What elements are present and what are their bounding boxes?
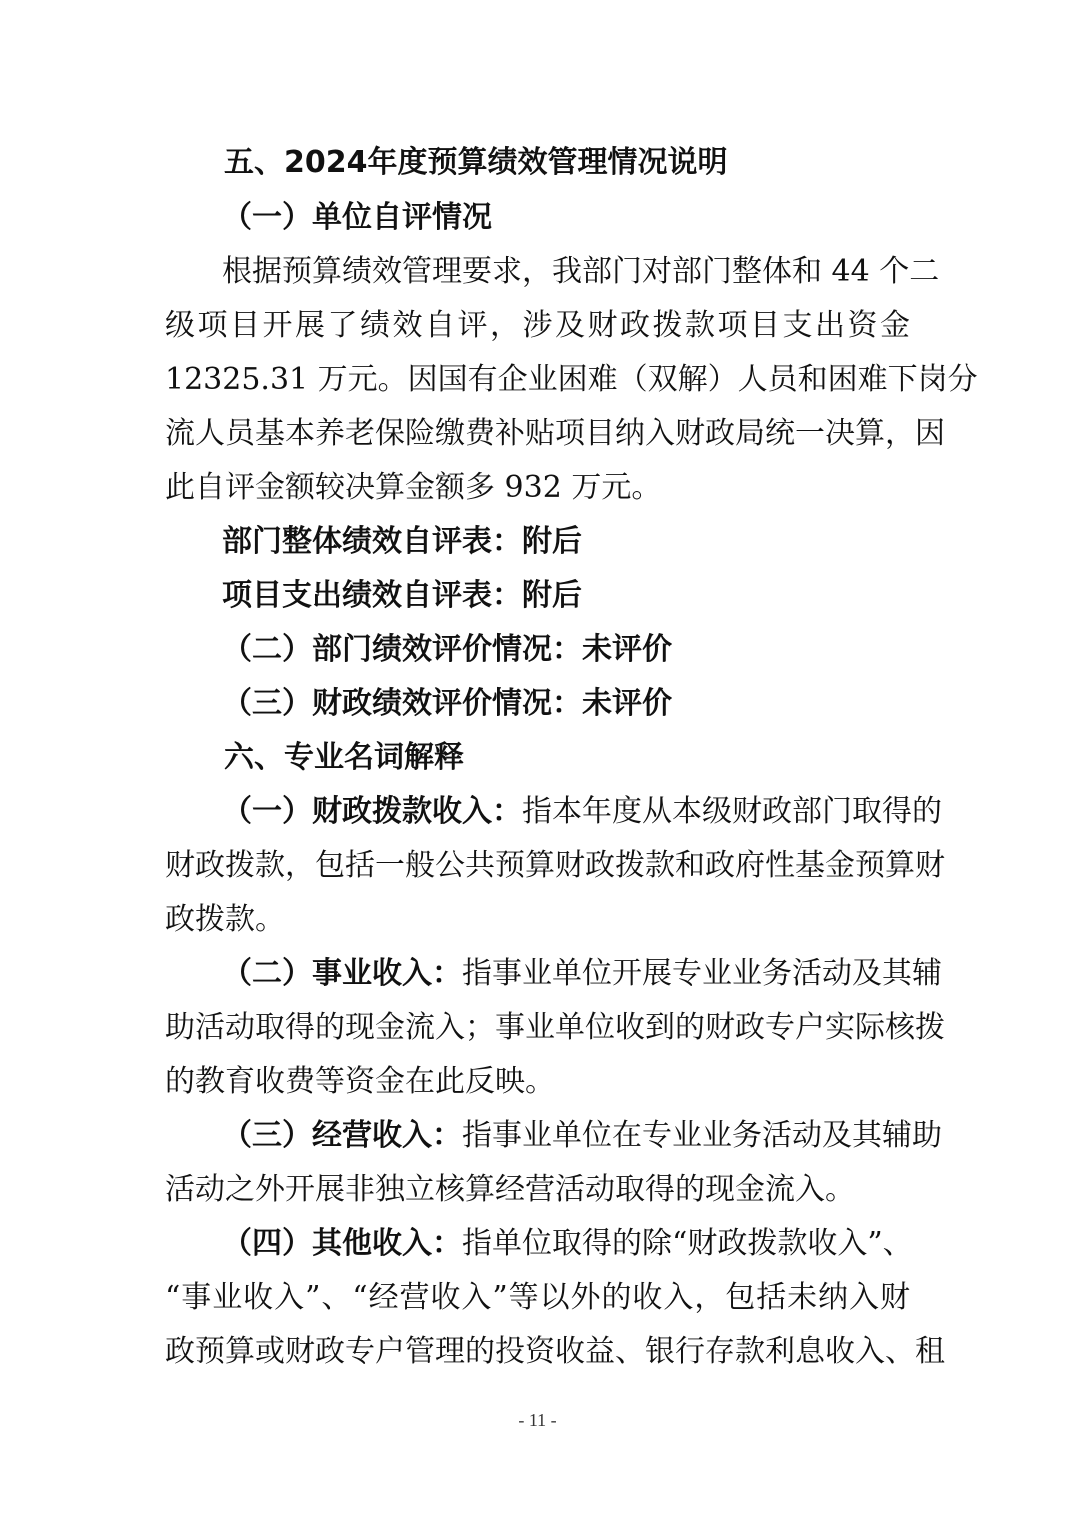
- definition-term: （四）其他收入：: [222, 1226, 462, 1261]
- definition-line: 财政拨款，包括一般公共预算财政拨款和政府性基金预算财: [165, 848, 945, 883]
- definition-text: 指事业单位在专业业务活动及其辅助: [462, 1118, 942, 1153]
- paragraph-line: 根据预算绩效管理要求，我部门对部门整体和 44 个二: [222, 254, 940, 289]
- definition-term: （二）事业收入：: [222, 956, 462, 991]
- definition-text: 指本年度从本级财政部门取得的: [522, 794, 942, 829]
- paragraph-line: 流人员基本养老保险缴费补贴项目纳入财政局统一决算，因: [165, 416, 945, 451]
- paragraph-line: 此自评金额较决算金额多 932 万元。: [165, 470, 662, 505]
- definition-text: 指事业单位开展专业业务活动及其辅: [462, 956, 942, 991]
- paragraph-line: 级项目开展了绩效自评，涉及财政拨款项目支出资金: [165, 308, 910, 343]
- subheading-dept-evaluation: （二）部门绩效评价情况：未评价: [222, 632, 672, 667]
- definition-first-line: [222, 1116, 942, 1156]
- section-heading-6: 六、专业名词解释: [224, 740, 464, 775]
- definition-first-line: [222, 792, 942, 832]
- section-heading-5: 五、2024年度预算绩效管理情况说明: [224, 145, 728, 180]
- project-expenditure-table-note: 项目支出绩效自评表：附后: [222, 578, 582, 613]
- subheading-fiscal-evaluation: （三）财政绩效评价情况：未评价: [222, 686, 672, 721]
- page-number: - 11 -: [518, 1410, 557, 1430]
- definition-line: “事业收入”、“经营收入”等以外的收入，包括未纳入财: [165, 1280, 910, 1315]
- dept-overall-table-note: 部门整体绩效自评表：附后: [222, 524, 582, 559]
- definition-line: 活动之外开展非独立核算经营活动取得的现金流入。: [165, 1172, 855, 1207]
- definition-text: 指单位取得的除“财政拨款收入”、: [462, 1226, 913, 1261]
- definition-term: （三）经营收入：: [222, 1118, 462, 1153]
- definition-first-line: [222, 1224, 913, 1264]
- subheading-self-evaluation: （一）单位自评情况: [222, 200, 492, 235]
- definition-line: 政拨款。: [165, 902, 285, 937]
- paragraph-line: 12325.31 万元。因国有企业困难（双解）人员和困难下岗分: [165, 362, 978, 397]
- definition-line: 的教育收费等资金在此反映。: [165, 1064, 555, 1099]
- definition-first-line: [222, 954, 942, 994]
- definition-term: （一）财政拨款收入：: [222, 794, 522, 829]
- definition-line: 助活动取得的现金流入；事业单位收到的财政专户实际核拨: [165, 1010, 945, 1045]
- definition-line: 政预算或财政专户管理的投资收益、银行存款利息收入、租: [165, 1334, 945, 1369]
